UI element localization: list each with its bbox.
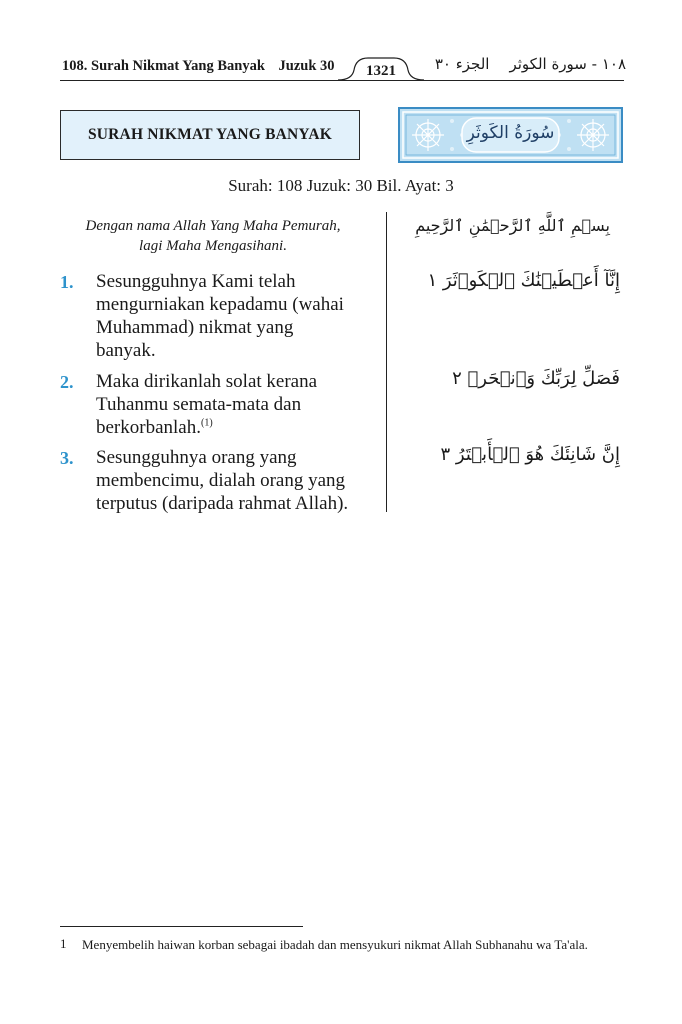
verse-translation [96,370,376,439]
footnote-reference[interactable]: (1) [200,417,213,429]
verse-arabic: فَصَلِّ لِرَبِّكَ وَٱنۡحَرۡ ٢ [452,368,620,389]
header-rule [60,80,624,81]
basmala-translation-line: Dengan nama Allah Yang Maha Pemurah, [85,218,341,234]
surah-title-arabic: سُورَةُ الكَوثَرِ [466,123,555,143]
basmala-translation-line: lagi Maha Mengasihani. [139,238,287,254]
header-arabic-surah: ١٠٨ - سورة الكوثر [509,55,626,73]
running-header-right [435,55,626,73]
verse-line: Tuhanmu semata-mata dan [96,394,302,415]
verse-line: Muhammad) nikmat yang [96,317,294,338]
verse-translation [96,270,376,362]
footnote-number: 1 [60,936,67,951]
verse-arabic: إِنَّ شَانِئَكَ هُوَ ٱلۡأَبۡتَرُ ٣ [440,444,620,465]
verse-line: terputus (daripada rahmat Allah). [96,493,349,514]
footnote-text: Menyembelih haiwan korban sebagai ibadah dan mensyukuri nikmat Allah Subhanahu wa Ta'ala. [82,937,588,952]
verse-arabic: إِنَّآ أَعۡطَيۡنَٰكَ ٱلۡكَوۡثَرَ ١ [427,270,620,291]
basmala-translation [60,216,366,256]
surah-title-malay: SURAH NIKMAT YANG BANYAK [87,126,333,143]
verse-line: banyak. [96,340,156,361]
verse-line: membencimu, dialah orang yang [96,470,346,491]
verse-number: 3. [60,448,74,468]
surah-title-box [60,110,360,160]
header-juzuk: Juzuk 30 [278,58,335,74]
verse-line: Sesungguhnya Kami telah [96,271,296,292]
footnote-rule [60,926,303,927]
verse-line [96,416,376,439]
header-surah-title: 108. Surah Nikmat Yang Banyak [62,58,265,74]
column-divider [386,212,387,512]
verse-line: mengurniakan kepadamu (wahai [96,294,344,315]
verse-line: Sesungguhnya orang yang [96,447,297,468]
verse-number: 1. [60,272,74,292]
surah-title-arabic-banner [398,107,623,163]
basmala-arabic: بِسۡمِ ٱللَّهِ ٱلرَّحۡمَٰنِ ٱلرَّحِيمِ [415,216,610,235]
verse-line: Maka dirikanlah solat kerana [96,371,318,392]
verse-line-text: berkorbanlah. [96,417,201,438]
verse-number: 2. [60,372,74,392]
verse-translation [96,446,376,515]
header-arabic-juz: الجزء ٣٠ [434,55,490,73]
surah-info: Surah: 108 Juzuk: 30 Bil. Ayat: 3 [228,176,454,195]
running-header-left [62,58,335,75]
page-number: 1321 [366,63,396,79]
